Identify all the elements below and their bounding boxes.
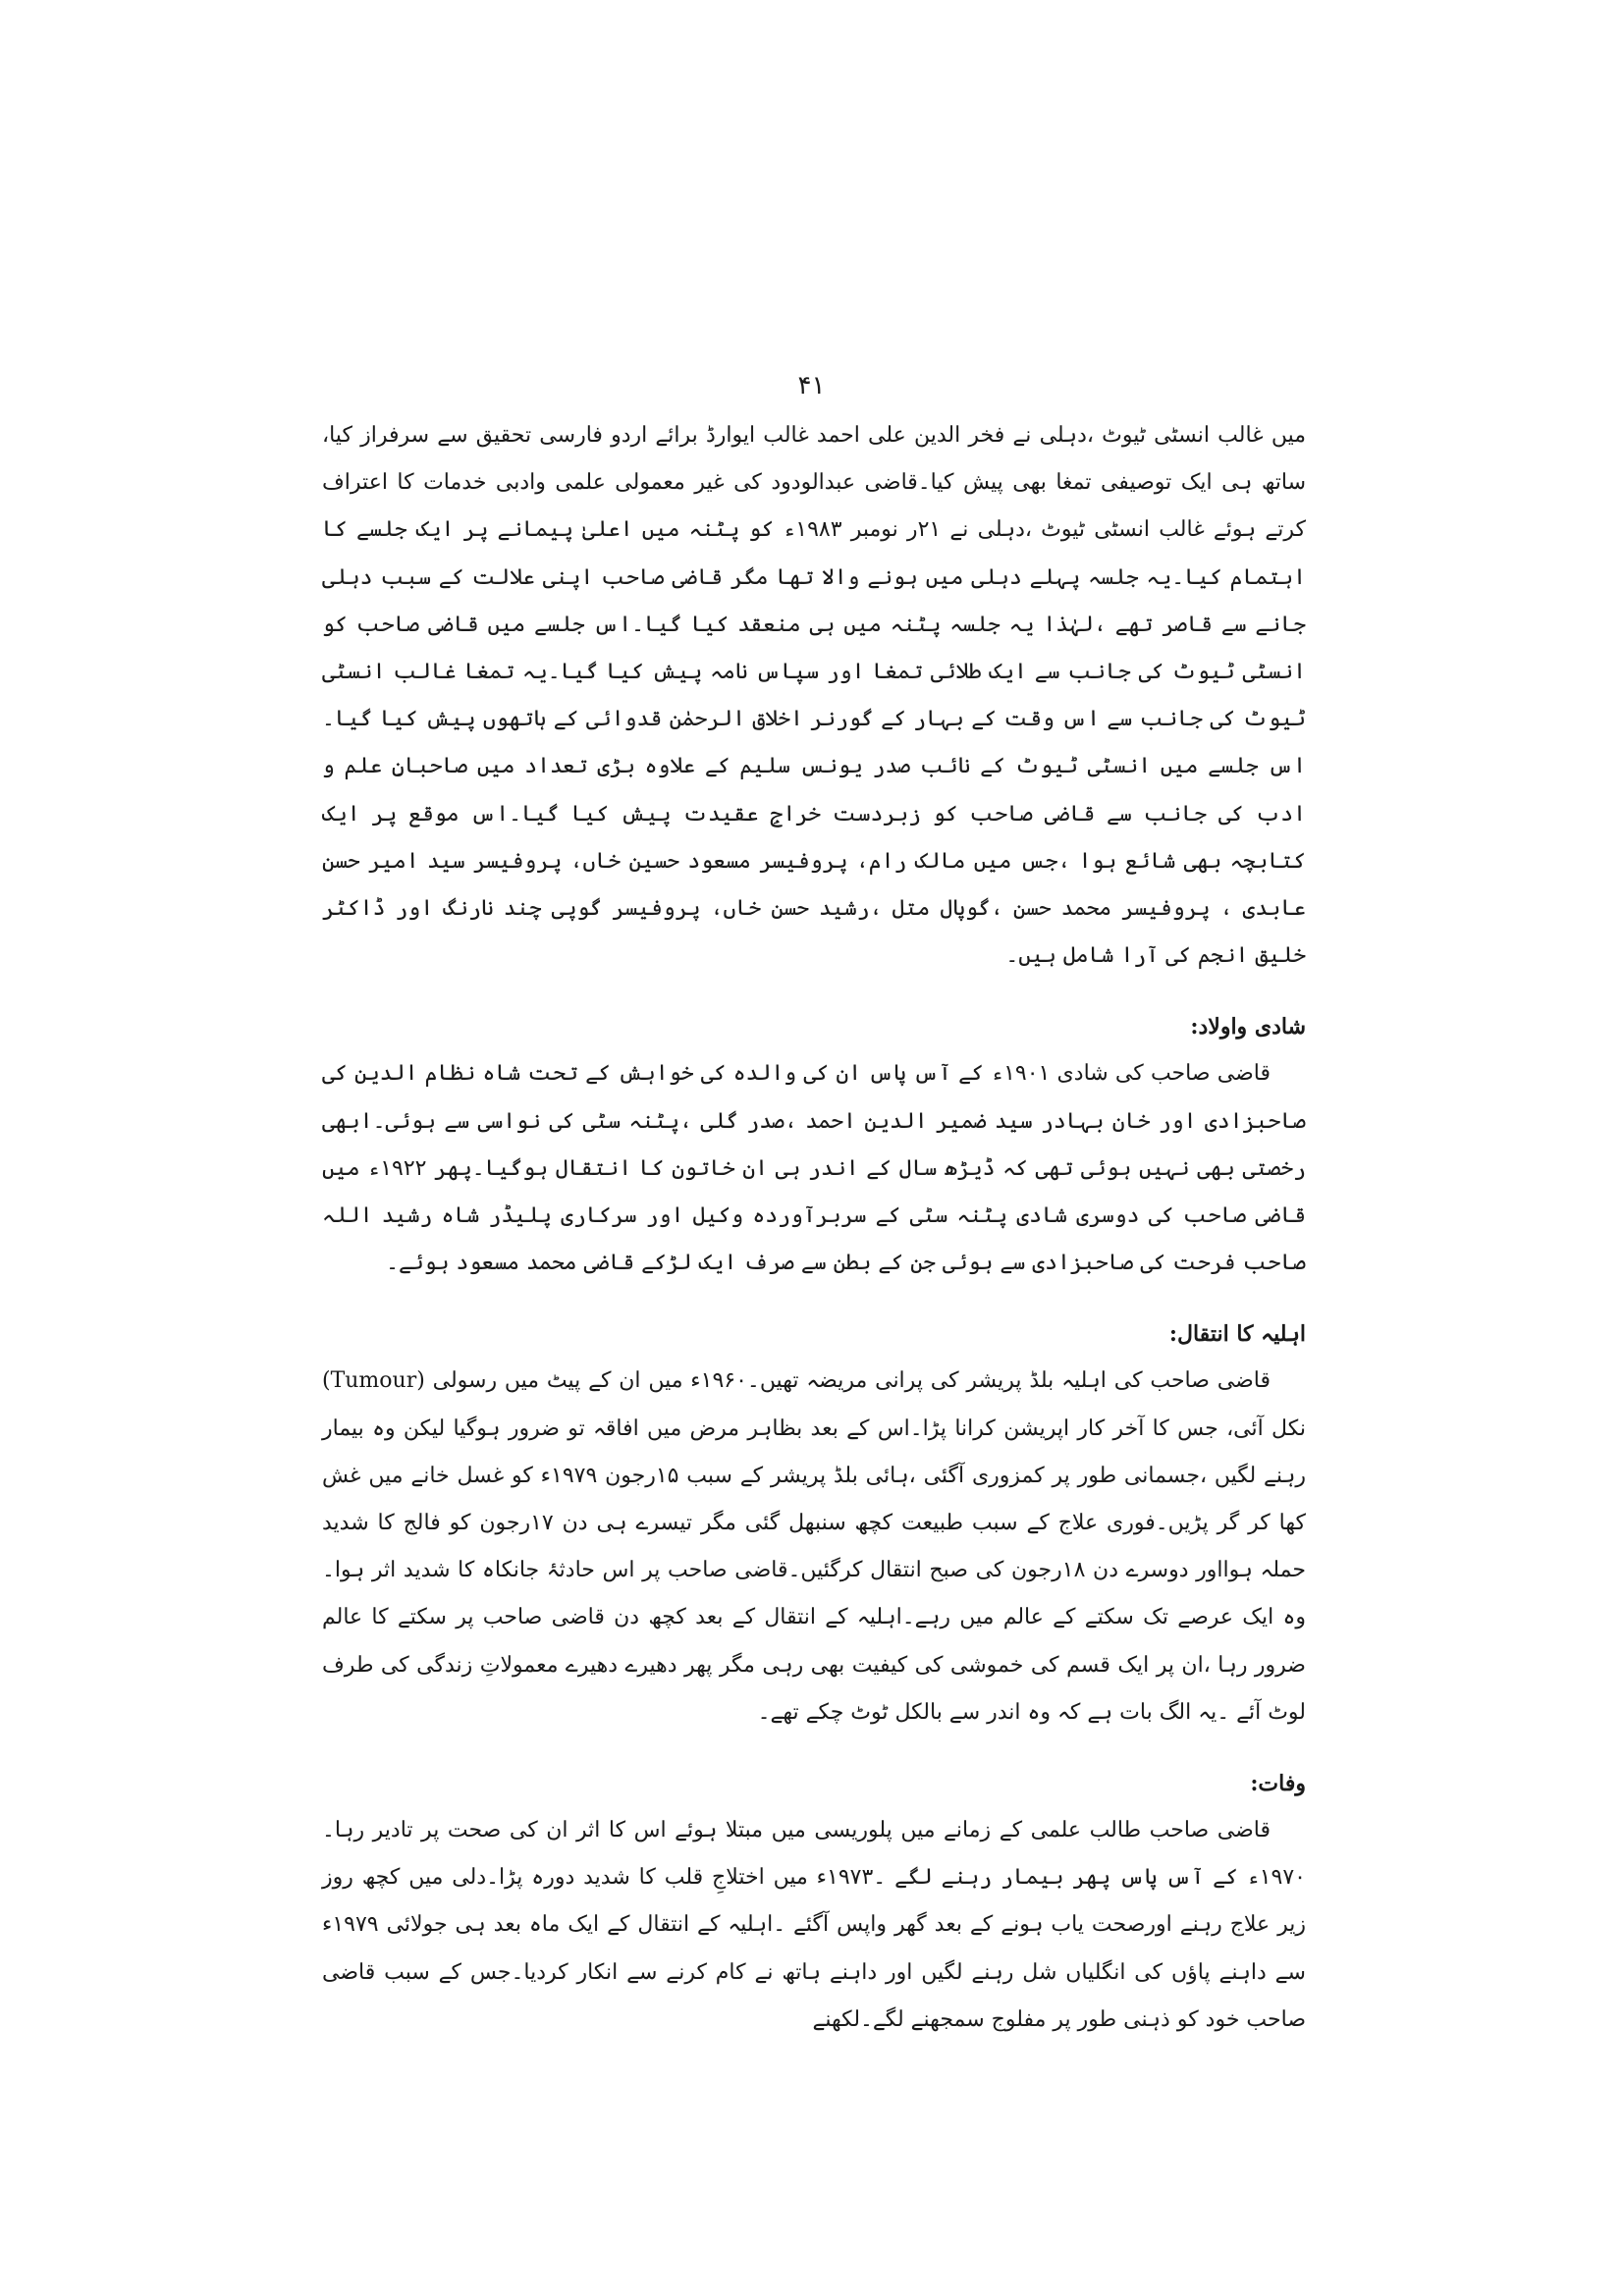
page-body <box>322 412 1306 2044</box>
marriage-heading: شادی واولاد: <box>1190 1014 1306 1041</box>
marriage-paragraph: قاضی صاحب کی شادی ۱۹۰۱ء کے آس پاس ان کی والدہ کی خواہش کے تحت شاہ نظام الدین کی صاحبزادی اور خان بہادر سید ضمیر الدین احمد ،صدر گلی ،پٹنہ سٹی کی نواسی سے ہوئی۔ابھی رخصتی بھی نہیں ہوئی تھی کہ ڈیڑھ سال کے اندر ہی ان خاتون کا انتقال ہوگیا۔پھر ۱۹۲۲ء میں قاضی صاحب کی دوسری شادی پٹنہ سٹی کے سربرآوردہ وکیل اور سرکاری پلیڈر شاہ رشید اللہ صاحب فرحت کی صاحبزادی سے ہوئی جن کے بطن سے صرف ایک لڑکے قاضی محمد مسعود ہوئے۔ <box>322 1061 1307 1276</box>
wife-death-heading: اہلیہ کا انتقال: <box>1168 1321 1306 1348</box>
page-number: ۴۱ <box>797 371 826 400</box>
death-heading: وفات: <box>1250 1771 1306 1797</box>
wife-death-paragraph: قاضی صاحب کی اہلیہ بلڈ پریشر کی پرانی مریضہ تھیں۔۱۹۶۰ء میں ان کے پیٹ میں رسولی (Tumour) نکل آئی، جس کا آخر کار اپریشن کرانا پڑا۔اس کے بعد بظاہر مرض میں افاقہ تو ضرور ہوگیا لیکن وہ بیمار رہنے لگیں ،جسمانی طور پر کمزوری آگئی ،ہائی بلڈ پریشر کے سبب ۱۵رجون ۱۹۷۹ء کو غسل خانے میں غش کھا کر گر پڑیں۔فوری علاج کے سبب طبیعت کچھ سنبھل گئی مگر تیسرے ہی دن ۱۷رجون کو فالج کا شدید حملہ ہوااور دوسرے دن ۱۸رجون کی صبح انتقال کرگئیں۔قاضی صاحب پر اس حادثۂ جانکاہ کا شدید اثر ہوا۔وہ ایک عرصے تک سکتے کے عالم میں رہے۔اہلیہ کے انتقال کے بعد کچھ دن قاضی صاحب پر سکتے کا عالم ضرور رہا ،ان پر ایک قسم کی خموشی کی کیفیت بھی رہی مگر پھر دھیرے دھیرے معمولاتِ زندگی کی طرف لوٹ آئے ۔یہ الگ بات ہے کہ وہ اندر سے بالکل ٹوٹ چکے تھے۔ <box>322 1368 1307 1725</box>
award-paragraph: میں غالب انسٹی ٹیوٹ ،دہلی نے فخر الدین علی احمد غالب ایوارڈ برائے اردو فارسی تحقیق سے سرفراز کیا، ساتھ ہی ایک توصیفی تمغا بھی پیش کیا۔قاضی عبدالودود کی غیر معمولی علمی وادبی خدمات کا اعتراف کرتے ہوئے غالب انسٹی ٹیوٹ ،دہلی نے ۲۱ر نومبر ۱۹۸۳ء کو پٹنہ میں اعلیٰ پیمانے پر ایک جلسے کا اہتمام کیا۔یہ جلسہ پہلے دہلی میں ہونے والا تھا مگر قاضی صاحب اپنی علالت کے سبب دہلی جانے سے قاصر تھے ،لہٰذا یہ جلسہ پٹنہ میں ہی منعقد کیا گیا۔اس جلسے میں قاضی صاحب کو انسٹی ٹیوٹ کی جانب سے ایک طلائی تمغا اور سپاس نامہ پیش کیا گیا۔یہ تمغا غالب انسٹی ٹیوٹ کی جانب سے اس وقت کے بہار کے گورنر اخلاق الرحمٰن قدوائی کے ہاتھوں پیش کیا گیا۔اس جلسے میں انسٹی ٹیوٹ کے نائب صدر یونس سلیم کے علاوہ بڑی تعداد میں صاحبانِ علم و ادب کی جانب سے قاضی صاحب کو زبردست خراجِ عقیدت پیش کیا گیا۔اس موقع پر ایک کتابچہ بھی شائع ہوا ،جس میں مالک رام، پروفیسر مسعود حسین خاں، پروفیسر سید امیر حسن عابدی ، پروفیسر محمد حسن ،گوپال متل ،رشید حسن خاں، پروفیسر گوپی چند نارنگ اور ڈاکٹر خلیق انجم کی آرا شامل ہیں۔ <box>322 423 1306 969</box>
death-paragraph: قاضی صاحب طالب علمی کے زمانے میں پلوریسی میں مبتلا ہوئے اس کا اثر ان کی صحت پر تادیر رہا۔۱۹۷۰ء کے آس پاس پھر بیمار رہنے لگے ۔۱۹۷۳ء میں اختلاجِ قلب کا شدید دورہ پڑا۔دلی میں کچھ روز زیر علاج رہنے اورصحت یاب ہونے کے بعد گھر واپس آگئے ۔اہلیہ کے انتقال کے ایک ماہ بعد ہی جولائی ۱۹۷۹ء سے داہنے پاؤں کی انگلیاں شل رہنے لگیں اور داہنے ہاتھ نے کام کرنے سے انکار کردیا۔جس کے سبب قاضی صاحب خود کو ذہنی طور پر مفلوج سمجھنے لگے۔لکھنے <box>322 1818 1306 2032</box>
